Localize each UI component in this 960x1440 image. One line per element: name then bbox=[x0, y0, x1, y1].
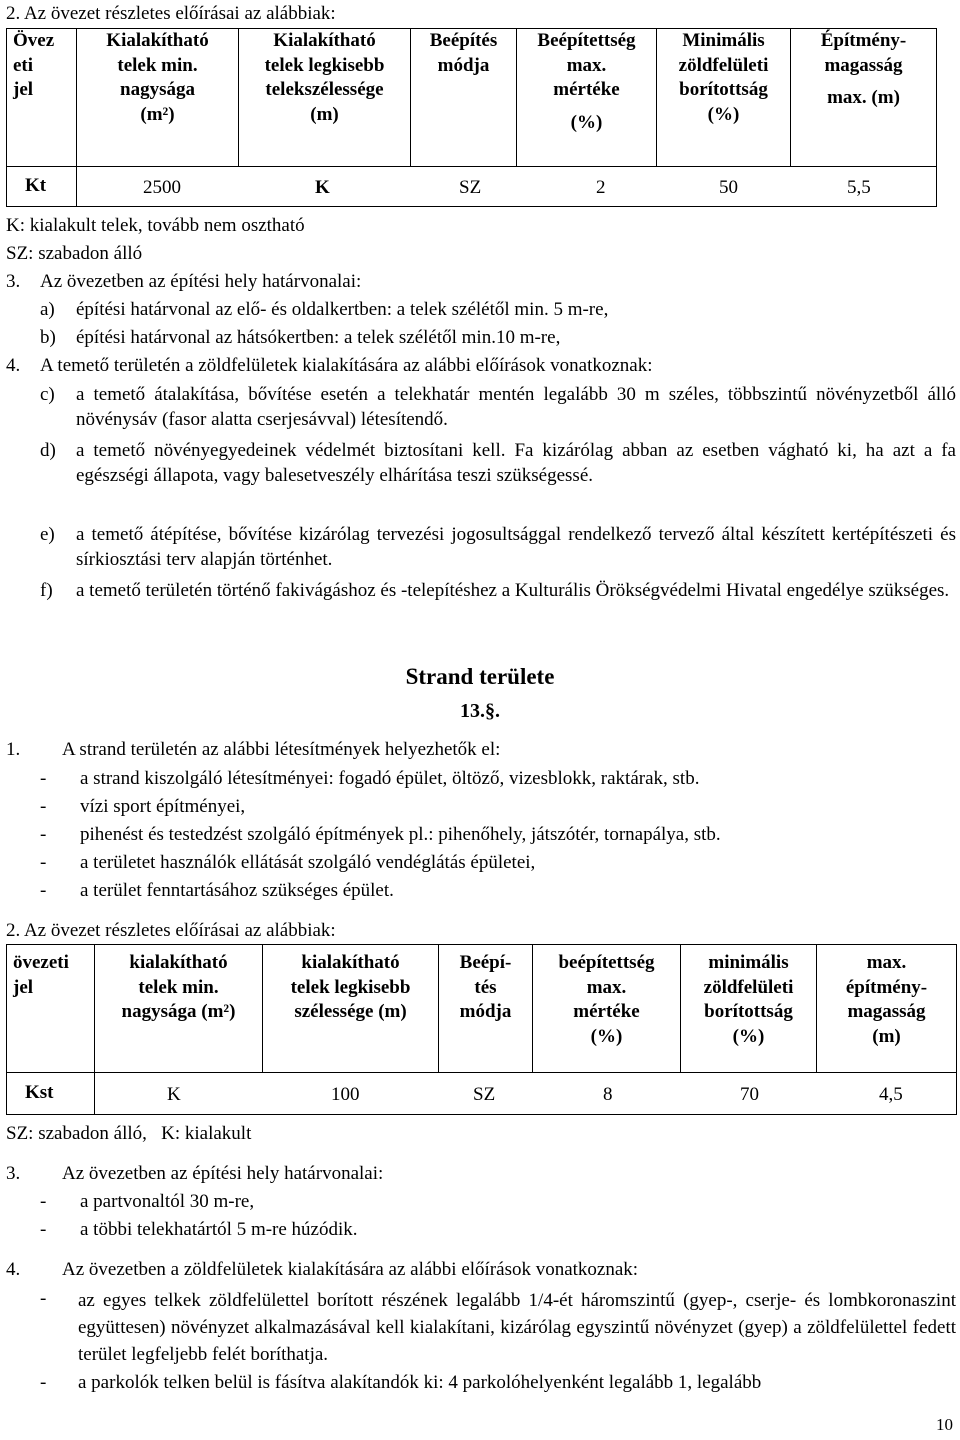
list-item-text: a partvonaltól 30 m-re, bbox=[80, 1191, 255, 1212]
page-number: 10 bbox=[936, 1415, 953, 1434]
list-item-text: vízi sport építményei, bbox=[80, 796, 246, 817]
paragraph-3-number: 3. bbox=[6, 1163, 21, 1184]
list-item-text: a strand kiszolgáló létesítményei: fogadó épület, öltöző, vizesblokk, raktárak, stb. bbox=[80, 768, 700, 789]
paragraph-4-text: A temető területén a zöldfelületek kialakítására az alábbi előírások vonatkoznak: bbox=[40, 355, 653, 376]
cell-max-height: 5,5 bbox=[847, 176, 871, 198]
cell-min-plot-width: K bbox=[315, 176, 330, 198]
cell-min-plot-width: 100 bbox=[331, 1083, 360, 1105]
list-item-text: építési határvonal az elő- és oldalkertben: a telek szélétől min. 5 m-re, bbox=[76, 299, 609, 320]
header-min-plot-width: Kialakítható telek legkisebb telekszélessége (m) bbox=[239, 29, 411, 167]
cell-building-method: SZ bbox=[473, 1083, 496, 1105]
list-item-text: a temető területén történő fakivágáshoz és -telepítéshez a Kulturális Örökségvédelmi Hivatal engedélye szükséges. bbox=[76, 580, 950, 601]
table-header-row bbox=[7, 945, 957, 1073]
section-2-title: 2. Az övezet részletes előírásai az alábbiak: bbox=[6, 3, 336, 24]
dash-bullet: - bbox=[40, 768, 47, 789]
header-zone-code: övezeti jel bbox=[7, 945, 95, 1073]
paragraph-4-number: 4. bbox=[6, 1259, 21, 1280]
cell-min-green-coverage: 70 bbox=[740, 1083, 759, 1105]
list-item-text: a temető átalakítása, bővítése esetén a telekhatár mentén legalább 30 m széles, többszintű növényzetből álló növénysáv (fasor alatta cserjesávval) létesítendő. bbox=[76, 384, 956, 430]
list-item-label: f) bbox=[40, 580, 53, 601]
list-item bbox=[40, 523, 958, 577]
list-item bbox=[40, 383, 958, 437]
list-item bbox=[40, 439, 958, 521]
table-row bbox=[7, 167, 937, 207]
cell-max-coverage: 2 bbox=[596, 176, 606, 198]
header-min-green-coverage: minimális zöldfelületi borítottság (%) bbox=[681, 945, 817, 1073]
header-min-green-coverage: Minimális zöldfelületi borítottság (%) bbox=[657, 29, 791, 167]
paragraph-3-number: 3. bbox=[6, 271, 21, 292]
dash-bullet: - bbox=[40, 880, 47, 901]
list-item-label: d) bbox=[40, 440, 56, 461]
header-building-method: Beépítés módja bbox=[411, 29, 517, 167]
list-item bbox=[40, 298, 958, 324]
legend-k: K: kialakult telek, tovább nem osztható bbox=[6, 215, 305, 236]
row-values-cell bbox=[77, 167, 937, 207]
header-min-plot-size: kialakítható telek min. nagysága (m²) bbox=[95, 945, 263, 1073]
list-item-text: a temető átépítése, bővítése kizárólag tervezési jogosultsággal rendelkező tervező által készített kertépítészeti és sírkiosztási terv alapján történhet. bbox=[76, 524, 956, 570]
list-item-text: a parkolók telken belül is fásítva alakítandók ki: 4 parkolóhelyenként legalább 1, legalább bbox=[78, 1372, 762, 1393]
list-item bbox=[40, 326, 958, 352]
zone-table-kt bbox=[6, 28, 937, 207]
dash-bullet: - bbox=[40, 1191, 47, 1212]
cell-min-plot-size: K bbox=[167, 1083, 181, 1105]
list-item-label: c) bbox=[40, 384, 55, 405]
paragraph-3-text: Az övezetben az építési hely határvonalai: bbox=[40, 271, 362, 292]
header-max-height: Építmény- magasság max. (m) bbox=[791, 29, 937, 167]
zone-table-kst bbox=[6, 944, 957, 1115]
paragraph-3-text: Az övezetben az építési hely határvonalai: bbox=[62, 1163, 384, 1184]
list-item-text: az egyes telkek zöldfelülettel borított részének legalább 1/4-ét háromszintű (gyep-, cserje- és lombkoronaszint együttesen) növényzet alkalmazásával kell kialakítani, kizárólag egyszintű növényzet (gyep) a zöldfelülettel fedett terület legfeljebb felét boríthatja. bbox=[78, 1290, 956, 1365]
list-item-label: b) bbox=[40, 327, 56, 348]
header-max-height: max. építmény- magasság (m) bbox=[817, 945, 957, 1073]
dash-bullet: - bbox=[40, 1372, 47, 1393]
table-row bbox=[7, 1073, 957, 1115]
legend-sz: SZ: szabadon álló bbox=[6, 243, 143, 264]
dash-bullet: - bbox=[40, 1288, 47, 1309]
paragraph-1-text: A strand területén az alábbi létesítmények helyezhetők el: bbox=[62, 739, 501, 760]
paragraph-4-text: Az övezetben a zöldfelületek kialakítására az alábbi előírások vonatkoznak: bbox=[62, 1259, 639, 1280]
list-item-text: a többi telekhatártól 5 m-re húzódik. bbox=[80, 1219, 358, 1240]
paragraph-1-number: 1. bbox=[6, 739, 21, 760]
section-number: 13.§. bbox=[460, 700, 500, 722]
cell-max-height: 4,5 bbox=[879, 1083, 903, 1105]
cell-min-plot-size: 2500 bbox=[143, 176, 181, 198]
cell-building-method: SZ bbox=[459, 176, 482, 198]
header-building-method: Beépí- tés módja bbox=[439, 945, 533, 1073]
table-header-row bbox=[7, 29, 937, 167]
list-item-label: a) bbox=[40, 299, 55, 320]
header-max-coverage: beépítettség max. mértéke (%) bbox=[533, 945, 681, 1073]
header-max-coverage: Beépítettség max. mértéke (%) bbox=[517, 29, 657, 167]
list-item-text: a területet használók ellátását szolgáló vendéglátás épületei, bbox=[80, 852, 536, 873]
dash-bullet: - bbox=[40, 796, 47, 817]
header-min-plot-size: Kialakítható telek min. nagysága (m²) bbox=[77, 29, 239, 167]
row-values-cell bbox=[95, 1073, 957, 1115]
legend-sz-k: SZ: szabadon álló, K: kialakult bbox=[6, 1123, 252, 1144]
section-2-title: 2. Az övezet részletes előírásai az alábbiak: bbox=[6, 920, 336, 941]
dash-bullet: - bbox=[40, 852, 47, 873]
cell-zone-code: Kt bbox=[7, 167, 77, 207]
paragraph-4-number: 4. bbox=[6, 355, 21, 376]
list-item-text: a terület fenntartásához szükséges épület. bbox=[80, 880, 394, 901]
header-min-plot-width: kialakítható telek legkisebb szélessége (m) bbox=[263, 945, 439, 1073]
dash-bullet: - bbox=[40, 824, 47, 845]
dash-bullet: - bbox=[40, 1219, 47, 1240]
list-item-text: építési határvonal az hátsókertben: a telek szélétől min.10 m-re, bbox=[76, 327, 561, 348]
cell-max-coverage: 8 bbox=[603, 1083, 613, 1105]
cell-min-green-coverage: 50 bbox=[719, 176, 738, 198]
header-zone-code: Övez eti jel bbox=[7, 29, 77, 167]
list-item bbox=[40, 579, 958, 633]
cell-zone-code: Kst bbox=[7, 1073, 95, 1115]
list-item-label: e) bbox=[40, 524, 55, 545]
section-heading: Strand területe bbox=[405, 664, 555, 689]
list-item-text: pihenést és testedzést szolgáló építmények pl.: pihenőhely, játszótér, tornapálya, stb. bbox=[80, 824, 721, 845]
list-item-text: a temető növényegyedeinek védelmét biztosítani kell. Fa kizárólag abban az esetben vágható ki, ha azt a fa egészségi állapota, vagy balesetveszély elhárítása teszi szükségessé. bbox=[76, 440, 956, 486]
